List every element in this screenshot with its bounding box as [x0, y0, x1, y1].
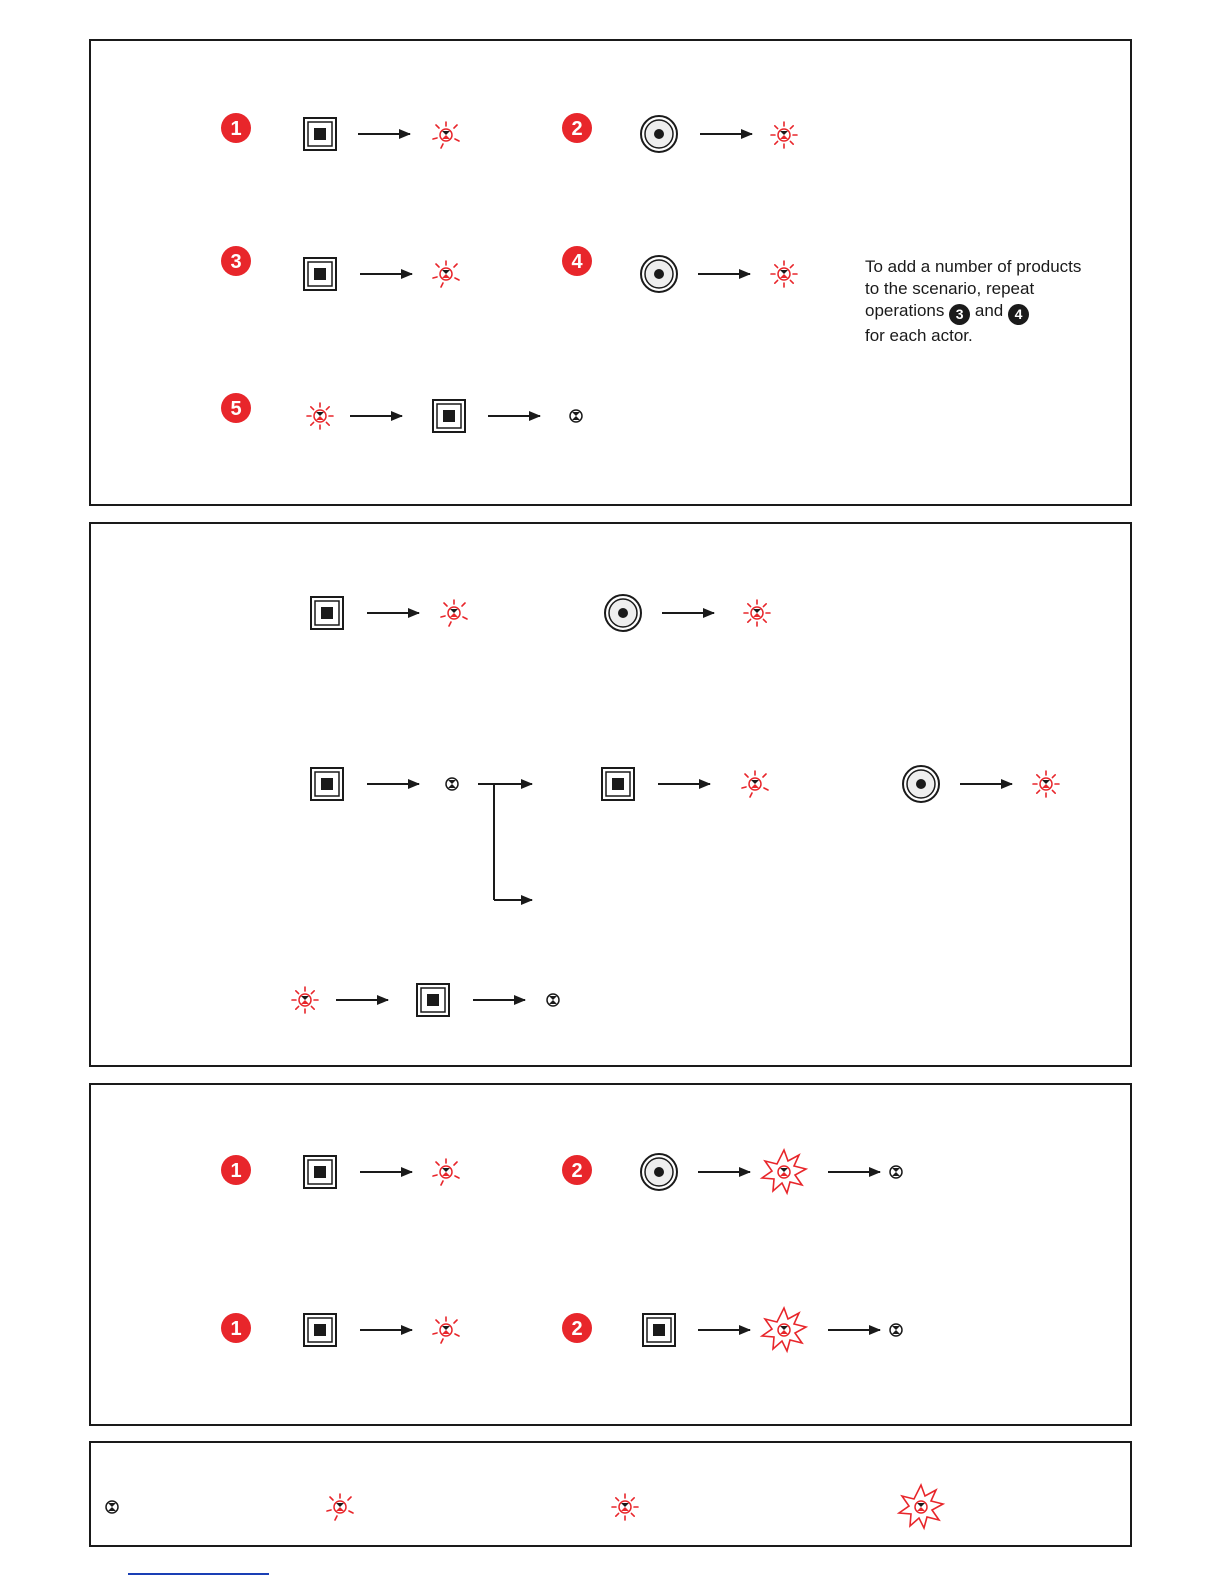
- square-button-icon: [304, 1314, 336, 1346]
- round-button-icon: [641, 256, 677, 292]
- led-blink-fast-icon: [292, 987, 318, 1013]
- square-button-icon: [433, 400, 465, 432]
- square-button-icon: [304, 258, 336, 290]
- led-blink-slow-icon: [433, 261, 459, 287]
- note-line-4: for each actor.: [865, 326, 973, 345]
- led-blink-slow-icon: [433, 122, 459, 148]
- note-and-word: and: [974, 301, 1004, 320]
- round-button-icon: [605, 595, 641, 631]
- led-flash-icon: [762, 1308, 806, 1351]
- inline-step-badge-3: 3: [949, 304, 970, 325]
- square-button-icon: [304, 118, 336, 150]
- step-number: 1: [230, 1318, 242, 1340]
- step-number: 2: [571, 1160, 583, 1182]
- round-button-icon: [903, 766, 939, 802]
- step-badge-2: [562, 113, 592, 143]
- square-button-icon: [602, 768, 634, 800]
- led-blink-slow-icon: [433, 1317, 459, 1343]
- step-number: 5: [230, 398, 242, 420]
- led-off-icon: [890, 1166, 902, 1178]
- led-blink-fast-icon: [612, 1494, 638, 1520]
- footer-link-underline: [128, 1573, 269, 1575]
- led-off-icon: [570, 410, 582, 422]
- round-button-icon: [641, 116, 677, 152]
- step-number: 4: [571, 251, 583, 273]
- led-blink-slow-icon: [742, 771, 768, 797]
- step-number: 1: [230, 118, 242, 140]
- square-button-icon: [643, 1314, 675, 1346]
- inline-step-badge-4: 4: [1008, 304, 1029, 325]
- step-badge-5: [221, 393, 251, 423]
- led-blink-slow-icon: [433, 1159, 459, 1185]
- step-badge-3: [221, 246, 251, 276]
- step-badge-2: [562, 1313, 592, 1343]
- round-button-icon: [641, 1154, 677, 1190]
- step-badge-1: [221, 1155, 251, 1185]
- square-button-icon: [311, 768, 343, 800]
- square-button-icon: [311, 597, 343, 629]
- step-badge-2: [562, 1155, 592, 1185]
- step-number: 1: [230, 1160, 242, 1182]
- led-off-icon: [890, 1324, 902, 1336]
- led-off-icon: [446, 778, 458, 790]
- led-off-icon: [106, 1501, 118, 1513]
- led-off-icon: [547, 994, 559, 1006]
- led-blink-slow-icon: [441, 600, 467, 626]
- step-number: 2: [571, 118, 583, 140]
- led-blink-fast-icon: [1033, 771, 1059, 797]
- step-badge-4: [562, 246, 592, 276]
- led-blink-slow-icon: [327, 1494, 353, 1520]
- led-blink-fast-icon: [307, 403, 333, 429]
- led-blink-fast-icon: [744, 600, 770, 626]
- note-line-1: To add a number of products: [865, 257, 1082, 276]
- step-number: 3: [230, 251, 242, 273]
- branch-connector: [478, 784, 532, 900]
- led-blink-fast-icon: [771, 122, 797, 148]
- step-badge-1: [221, 1313, 251, 1343]
- led-flash-icon: [762, 1150, 806, 1193]
- square-button-icon: [304, 1156, 336, 1188]
- square-button-icon: [417, 984, 449, 1016]
- led-flash-icon: [899, 1485, 943, 1528]
- step-number: 2: [571, 1318, 583, 1340]
- note-operations-word: operations: [865, 301, 945, 320]
- led-blink-fast-icon: [771, 261, 797, 287]
- note-line-2: to the scenario, repeat: [865, 279, 1035, 298]
- step-badge-1: [221, 113, 251, 143]
